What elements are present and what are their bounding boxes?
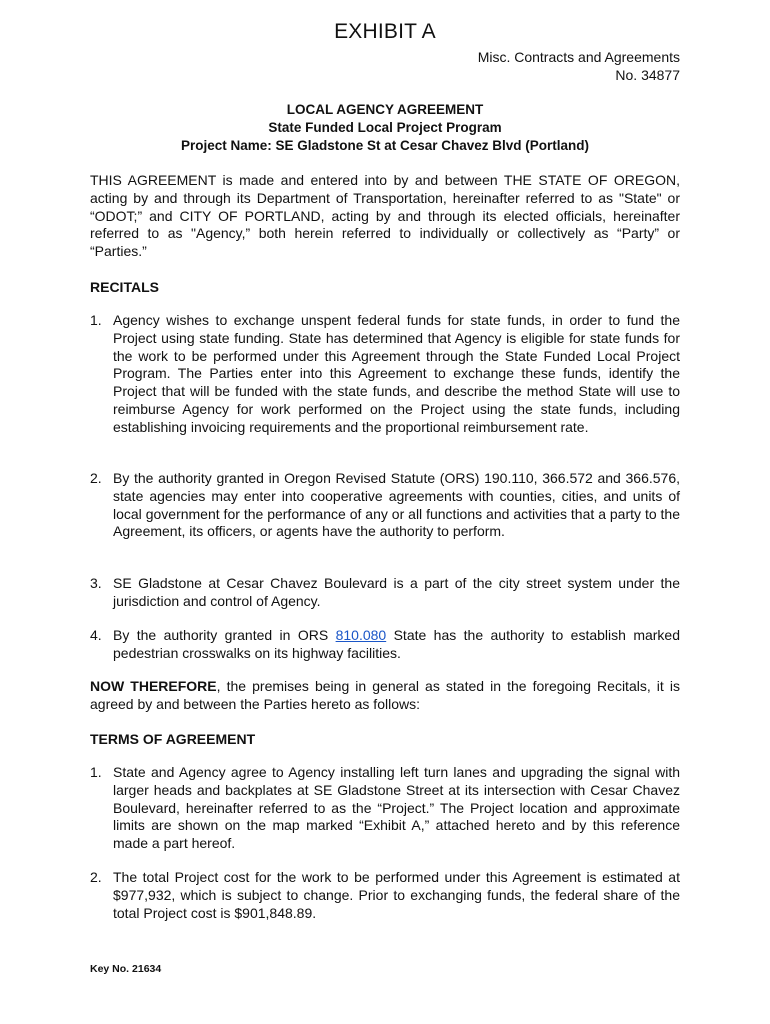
contract-reference xyxy=(478,48,680,84)
recital-text: By the authority granted in Oregon Revised Statute (ORS) 190.110, 366.572 and 366.576, state agencies may enter into cooperative agreements with counties, cities, and units of local government for the performance of any or all functions and activities that a party to the Agreement, its officers, or agents have the authority to perform. xyxy=(113,470,680,540)
terms-heading: TERMS OF AGREEMENT xyxy=(90,731,256,747)
key-number: Key No. 21634 xyxy=(90,963,162,975)
recital-item xyxy=(90,627,680,663)
term-item xyxy=(90,764,680,853)
recitals-heading: RECITALS xyxy=(90,279,159,295)
exhibit-title: EXHIBIT A xyxy=(334,20,436,43)
now-therefore-text: , the premises being in general as stated in the foregoing Recitals, it is agreed by and between the Parties hereto as follows: xyxy=(90,678,680,712)
intro-paragraph: THIS AGREEMENT is made and entered into by and between THE STATE OF OREGON, acting by and through its Department of Transportation, hereinafter referred to as "State" or “ODOT;” and CITY OF PORTLAND, acting by and through its elected officials, hereinafter referred to as "Agency,” both herein referred to individually or collectively as “Party” or “Parties.” xyxy=(90,172,680,260)
recital-item xyxy=(90,575,680,611)
recital-number: 2. xyxy=(90,470,102,486)
title-line-2: State Funded Local Project Program xyxy=(268,120,502,135)
term-number: 1. xyxy=(90,764,102,780)
ors-810-080-link[interactable]: 810.080 xyxy=(335,627,387,643)
recital-number: 1. xyxy=(90,312,102,328)
misc-contracts-label: Misc. Contracts and Agreements xyxy=(477,49,680,65)
recital-item xyxy=(90,470,680,541)
recital-text-before: By the authority granted in ORS xyxy=(113,627,336,643)
recital-text xyxy=(113,627,680,663)
recital-number: 4. xyxy=(90,627,102,643)
contract-number: No. 34877 xyxy=(615,67,680,83)
term-item xyxy=(90,869,680,922)
agreement-title xyxy=(90,101,680,155)
recital-text: Agency wishes to exchange unspent federal funds for state funds, in order to fund the Project using state funding. State has determined that Agency is eligible for state funds for the work to be performed under this Agreement through the State Funded Local Project Program. The Parties enter into this Agreement to exchange these funds, identify the Project that will be funded with the state funds, and describe the method State will use to reimburse Agency for work performed on the Project using the state funds, including establishing invoicing requirements and the proportional reimbursement rate. xyxy=(113,312,680,435)
now-therefore-paragraph xyxy=(90,678,680,714)
recital-number: 3. xyxy=(90,575,102,591)
recital-item xyxy=(90,312,680,437)
recital-text: SE Gladstone at Cesar Chavez Boulevard is a part of the city street system under the jurisdiction and control of Agency. xyxy=(113,575,680,609)
term-text: The total Project cost for the work to be performed under this Agreement is estimated at $977,932, which is subject to change. Prior to exchanging funds, the federal share of the total Project cost is $901,848.89. xyxy=(113,869,680,921)
term-number: 2. xyxy=(90,869,102,885)
now-therefore-label: NOW THEREFORE xyxy=(90,678,217,694)
term-text: State and Agency agree to Agency installing left turn lanes and upgrading the signal with larger heads and backplates at SE Gladstone Street at its intersection with Cesar Chavez Boulevard, hereinafter referred to as the “Project.” The Project location and approximate limits are shown on the map marked “Exhibit A,” attached hereto and by this reference made a part hereof. xyxy=(113,764,680,852)
title-line-1: LOCAL AGENCY AGREEMENT xyxy=(286,102,484,117)
recital-text-after: State has the authority to establish marked pedestrian crosswalks on its highway facilities. xyxy=(113,627,680,661)
project-name: Project Name: SE Gladstone St at Cesar Chavez Blvd (Portland) xyxy=(180,138,590,153)
